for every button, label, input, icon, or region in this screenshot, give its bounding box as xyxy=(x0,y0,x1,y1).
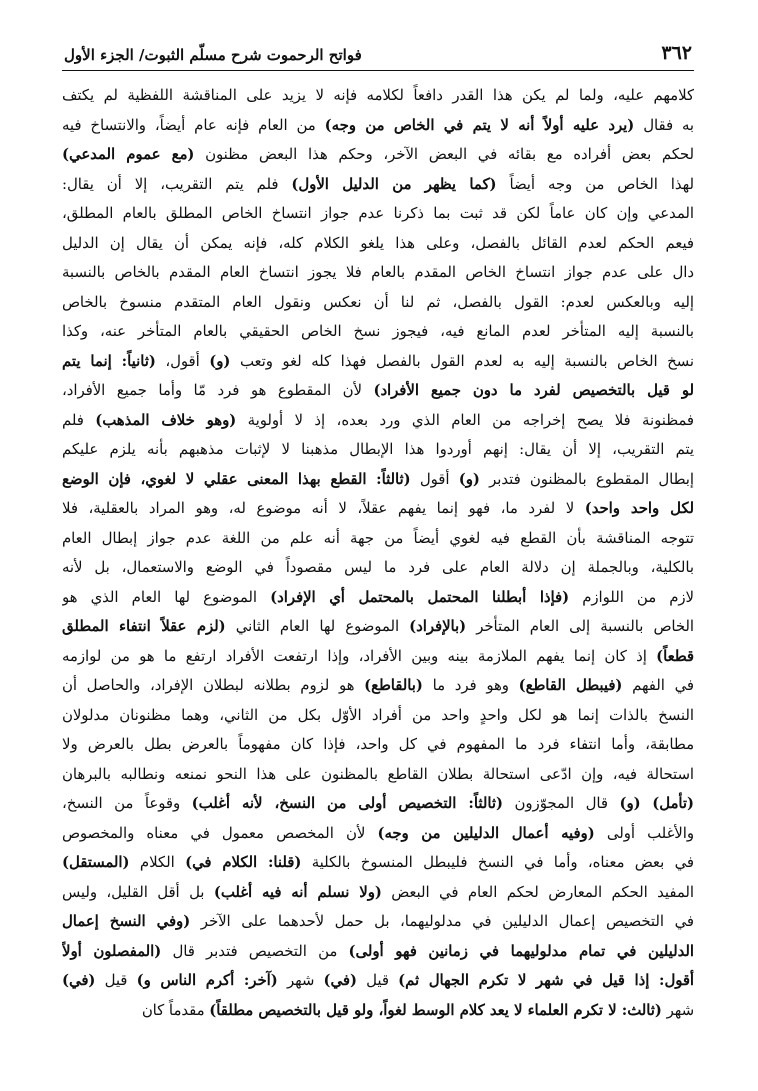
text-line xyxy=(62,553,694,583)
bold-text-segment: (آخر: أكرم الناس و) xyxy=(136,972,278,989)
page-number: ٣٦٢ xyxy=(661,42,692,64)
text-segment: الكلام xyxy=(129,854,186,871)
bold-text-segment: (وفي النسخ إعمال xyxy=(62,913,191,930)
text-line xyxy=(62,494,694,524)
bold-text-segment: (فيبطل القاطع) xyxy=(518,677,623,694)
text-line xyxy=(62,819,694,849)
text-line xyxy=(62,671,694,701)
body-text xyxy=(62,81,694,1025)
text-segment: قيل xyxy=(95,972,137,989)
bold-text-segment: أقول: إذا قيل في شهر لا تكرم الجهال ثم) xyxy=(398,972,694,989)
bold-text-segment: (ثانياً: إنما يتم xyxy=(62,352,156,370)
text-segment: بالنسبة إليه المتأخر لعدم المانع فيه، فيجوز نسخ الخاص الحقيقي بالعام المتأخر عنه، وكذا xyxy=(62,323,694,340)
text-segment: الموضوع لها العام الثاني xyxy=(225,618,410,635)
bold-text-segment: الدليلين في تمام مدلوليهما في زمانين فهو أولى) xyxy=(348,942,694,960)
text-segment: من العام فإنه عام أيضاً، والانتساخ فيه xyxy=(62,116,325,134)
text-segment: بالكلية، وبالجملة إن دلالة العام على فرد ما ليس مقصوداً في الوضع والاستعمال، بل لأنه xyxy=(62,559,694,576)
header-rule xyxy=(62,70,694,71)
text-segment: الخاص بالنسبة إلى العام المتأخر xyxy=(466,618,694,635)
text-line xyxy=(62,288,694,318)
bold-text-segment: (لزم عقلاً انتفاء المطلق xyxy=(62,618,226,635)
text-line xyxy=(62,317,694,347)
text-line xyxy=(62,642,694,672)
text-segment: شهر xyxy=(277,972,324,989)
bold-text-segment: (فإذا أبطلنا المحتمل بالمحتمل أي الإفراد) xyxy=(270,588,570,606)
bold-text-segment: (و) xyxy=(458,470,480,488)
text-segment: فلم يتم التقريب، إلا أن يقال: xyxy=(62,175,292,193)
text-segment: مطابقة، وأما انتفاء فرد ما المفهوم في كل واحد، فإذا كان مفهوماً بالعرض بطل بالعرض ولا xyxy=(62,736,694,753)
text-segment: من التخصيص فتدبر قال xyxy=(161,942,349,960)
text-line xyxy=(62,760,694,790)
text-line xyxy=(62,966,694,996)
bold-text-segment: (ثالث: لا تكرم العلماء لا يعد كلام الوسط لغواً، ولو قيل بالتخصيص مطلقاً) xyxy=(209,1001,662,1019)
text-segment: والأغلب أولى xyxy=(594,824,694,842)
bold-text-segment: (بالقاطع) xyxy=(364,677,423,694)
text-segment: دال على عدم جواز انتساخ الخاص المقدم بالعام فلا يجوز انتساخ العام المقدم بالخاص بالنسبة xyxy=(62,264,694,281)
text-line xyxy=(62,789,694,819)
text-segment: في الفهم xyxy=(622,677,694,694)
text-line xyxy=(62,465,694,495)
text-segment: أقول xyxy=(410,470,459,488)
text-segment: في بعض معناه، وأما في النسخ فليبطل المنسوخ بالكلية xyxy=(301,854,694,871)
text-segment: إليه وبالعكس لعدم: القول بالفصل، ثم لنا أن نعكس ونقول العام المتقدم منسوخ بالخاص xyxy=(62,293,694,311)
text-segment: المدعي وإن كان عاماً لكن قد ثبت بما ذكرنا عدم جواز انتساخ الخاص المطلق بالعام المطلق، xyxy=(62,205,694,222)
bold-text-segment: (تأمل) xyxy=(652,795,694,812)
bold-text-segment: (و) xyxy=(619,795,641,812)
bold-text-segment: (يرد عليه أولاً أنه لا يتم في الخاص من وجه) xyxy=(324,116,635,134)
bold-text-segment: (في) xyxy=(323,972,357,989)
text-segment: به فقال xyxy=(634,116,694,134)
text-segment: لأن المخصص معمول في معناه والمخصوص xyxy=(62,824,378,842)
text-line xyxy=(62,258,694,288)
text-line xyxy=(62,406,694,436)
text-segment: قيل xyxy=(356,972,399,989)
text-line xyxy=(62,435,694,465)
text-line xyxy=(62,907,694,937)
bold-text-segment: (وفيه أعمال الدليلين من وجه) xyxy=(377,824,595,842)
text-line xyxy=(62,937,694,967)
bold-text-segment: (كما يظهر من الدليل الأول) xyxy=(291,175,497,193)
text-segment: فمظنونة فلا يصح إخراجه من العام الذي ورد بعده، إذ لا أولوية xyxy=(236,411,694,429)
text-line xyxy=(62,524,694,554)
text-segment: إذ كان إنما يفهم الملازمة بينه وبين الأفراد، وإذا ارتفعت الأفراد ارتفع ما هو من لوازمه xyxy=(62,647,657,665)
bold-text-segment: (المفصلون أولاً xyxy=(62,942,162,960)
text-segment: أقول، xyxy=(155,352,210,370)
text-segment: هو لزوم بطلانه لبطلان الإفراد، والحاصل أن xyxy=(62,677,365,694)
text-line xyxy=(62,878,694,908)
text-line xyxy=(62,701,694,731)
bold-text-segment: لو قيل بالتخصيص لفرد ما دون جميع الأفراد) xyxy=(373,382,694,399)
bold-text-segment: (ثالثاً: التخصيص أولى من النسخ، لأنه أغلب) xyxy=(191,795,503,812)
running-title: فواتح الرحموت شرح مسلّم الثبوت/ الجزء الأول xyxy=(64,46,362,64)
text-segment: لحكم بعض أفراده مع بقائه في البعض الآخر، وحكم هذا البعض مظنون xyxy=(194,146,694,163)
text-line xyxy=(62,996,694,1026)
text-segment: الموضوع لها العام الذي هو xyxy=(62,588,271,606)
text-segment: فيعم الحكم لعدم القائل بالفصل، وعلى هذا يلغو الكلام كله، فإنه يمكن أن يقال إن الدليل xyxy=(62,234,694,252)
bold-text-segment: (في) xyxy=(62,972,96,989)
text-segment: قال المجوّزون xyxy=(502,795,620,812)
bold-text-segment: (وهو خلاف المذهب) xyxy=(95,411,237,429)
text-segment: بل أقل القليل، وليس xyxy=(62,883,214,901)
text-segment: يتم التقريب، إلا أن يقال: إنهم أوردوا هذا الإبطال مذهبنا لا لإثبات مذهبهم بأنه يلزم عليكم xyxy=(62,441,694,458)
text-segment: في التخصيص إعمال الدليلين في مدلوليهما، بل حمل لأحدهما على الآخر xyxy=(190,913,694,930)
bold-text-segment: قطعاً) xyxy=(656,647,694,665)
bold-text-segment: (بالإفراد) xyxy=(409,618,467,635)
bold-text-segment: (و) xyxy=(209,352,231,370)
text-segment: كلامهم عليه، ولما لم يكن هذا القدر دافعاً لكلامه فإنه لا يزيد على المناقشة اللفظية لم يكتف xyxy=(62,87,694,104)
text-segment: مقدماً كان xyxy=(141,1001,210,1019)
text-segment: لازم من اللوازم xyxy=(569,588,694,606)
text-line xyxy=(62,376,694,406)
text-segment: شهر xyxy=(661,1001,694,1019)
text-line xyxy=(62,229,694,259)
text-line xyxy=(62,612,694,642)
text-segment: لا لفرد ما، فهو إنما يفهم عقلاً، لا أنه موضوع له، وهو المراد بالعقلية، فلا xyxy=(62,500,585,517)
text-segment: النسخ بالذات إنما هو لكل واحدٍ واحد من أفراد الأوّل بكل من الثاني، وهما مظنونان مدلولان xyxy=(62,706,694,724)
page-header xyxy=(62,38,694,68)
text-segment xyxy=(641,795,653,812)
bold-text-segment: (ثالثاً: القطع بهذا المعنى عقلي لا لغوي، فإن الوضع xyxy=(62,470,411,488)
bold-text-segment: (المستقل) xyxy=(62,854,130,871)
text-segment: لهذا الخاص من وجه أيضاً xyxy=(496,175,694,193)
text-line xyxy=(62,111,694,141)
bold-text-segment: (قلنا: الكلام في) xyxy=(185,854,302,871)
text-segment: استحالة فيه، وإن ادّعى استحالة بطلان القاطع بالمظنون على هذا النحو نمنعه ونطالبه بالبرهان xyxy=(62,765,694,783)
text-segment: إبطال المقطوع بالمظنون فتدبر xyxy=(479,470,694,488)
bold-text-segment: (ولا نسلم أنه فيه أغلب) xyxy=(213,883,382,901)
bold-text-segment: لكل واحد واحد) xyxy=(584,500,694,517)
text-line xyxy=(62,199,694,229)
text-line xyxy=(62,583,694,613)
text-line xyxy=(62,140,694,170)
text-line xyxy=(62,848,694,878)
text-line xyxy=(62,730,694,760)
text-segment: لأن المقطوع هو فرد مّا وأما جميع الأفراد، xyxy=(62,382,374,399)
text-line xyxy=(62,347,694,377)
text-segment: المفيد الحكم المعارض لحكم العام في البعض xyxy=(381,883,694,901)
text-line xyxy=(62,81,694,111)
text-segment: فلم xyxy=(62,411,96,429)
text-segment: وهو فرد ما xyxy=(422,677,519,694)
text-segment: نسخ الخاص بالنسبة إليه به لعدم القول بالفصل فهذا كله لغو وتعب xyxy=(230,352,694,370)
text-segment: تتوجه المناقشة بأن القطع فيه لغوي أيضاً من جهة أنه علم من اللغة عدم جواز إبطال العام xyxy=(62,529,694,547)
text-line xyxy=(62,170,694,200)
bold-text-segment: (مع عموم المدعي) xyxy=(62,146,195,163)
text-segment: وقوعاً من النسخ، xyxy=(62,795,192,812)
